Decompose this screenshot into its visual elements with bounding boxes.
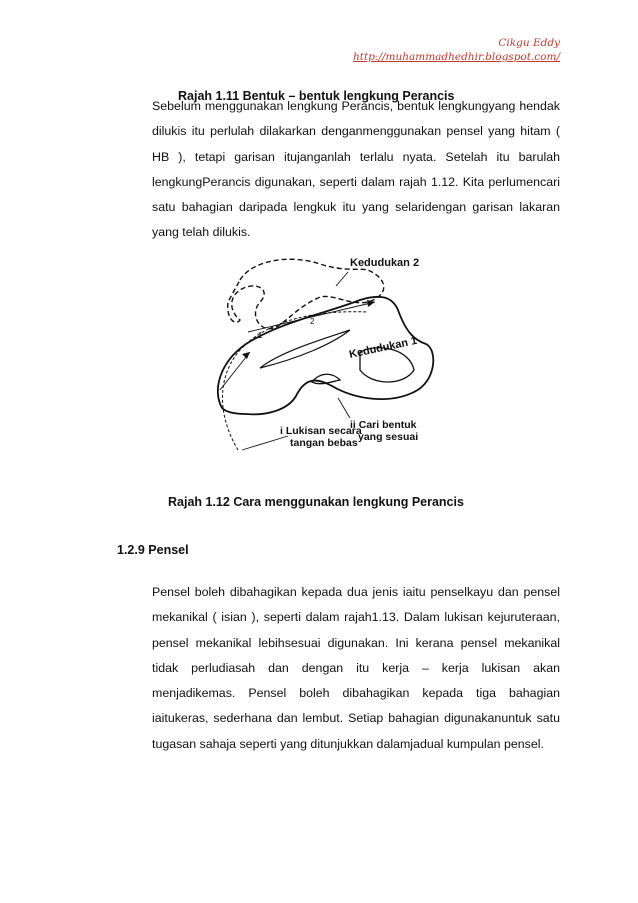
section-heading-pensel: 1.2.9 Pensel (117, 543, 189, 557)
figure-caption-1-11: Rajah 1.11 Bentuk – bentuk lengkung Perancis (178, 89, 455, 103)
curve-position-1-outline (218, 297, 433, 415)
label-mark-2: 2 (310, 317, 315, 326)
label-cari-line-2: yang sesuai (358, 431, 419, 443)
leader-line-kedudukan-2 (336, 272, 348, 286)
paragraph-french-curve: Sebelum menggunakan lengkung Perancis, bentuk lengkungyang hendak dilukis itu perlulah dilakarkan denganmenggunakan pensel yang hitam ( HB ), tetapi garisan itujanganlah terlalu nyata. Setelah itu barulah lengkungPerancis digunakan, seperti dalam rajah 1.12. Kita perlumencari satu bahagian daripada lengkuk itu yang selaridengan garisan lakaran yang telah dilukis. (152, 99, 560, 240)
french-curve-drawing (200, 240, 440, 470)
paragraph-pensel: Pensel boleh dibahagikan kepada dua jenis iaitu penselkayu dan pensel mekanikal ( isian ), seperti dalam rajah1.13. Dalam lukisan kejuruteraan, pensel mekanikal lebihsesuai digunakan. Ini kerana pensel mekanikal tidak perludiasah dan dengan itu kerja – kerja lukisan akan menjadikemas. Pensel boleh dibahagikan kepada tiga bahagian iaitukeras, sederhana dan lembut. Setiap bahagian digunakanuntuk satu tugasan sahaja seperti yang ditunjukkan dalamjadual kumpulan pensel. (152, 585, 560, 751)
label-lukisan-line-1: i Lukisan secara (280, 425, 362, 437)
label-cari-line-1: ii Cari bentuk (350, 419, 417, 431)
label-kedudukan-1: Kedudukan 1 (348, 334, 419, 361)
french-curve-figure (200, 240, 440, 470)
figure-caption-1-12: Rajah 1.12 Cara menggunakan lengkung Perancis (168, 495, 464, 509)
leader-line-cari (338, 398, 350, 418)
leader-line-lukisan (242, 436, 288, 450)
label-mark-1: 1 (258, 331, 263, 340)
arrowhead-1 (367, 300, 375, 307)
curve-inner-cutout-2 (260, 330, 350, 368)
dimension-line-2 (220, 352, 250, 390)
header-author: Cikgu Eddy (498, 37, 560, 49)
arrowhead-2 (242, 352, 250, 359)
label-kedudukan-2: Kedudukan 2 (350, 257, 420, 269)
label-lukisan-line-2: tangan bebas (290, 437, 358, 449)
header-url-link[interactable]: http://muhammadhedhir.blogspot.com/ (352, 51, 560, 63)
